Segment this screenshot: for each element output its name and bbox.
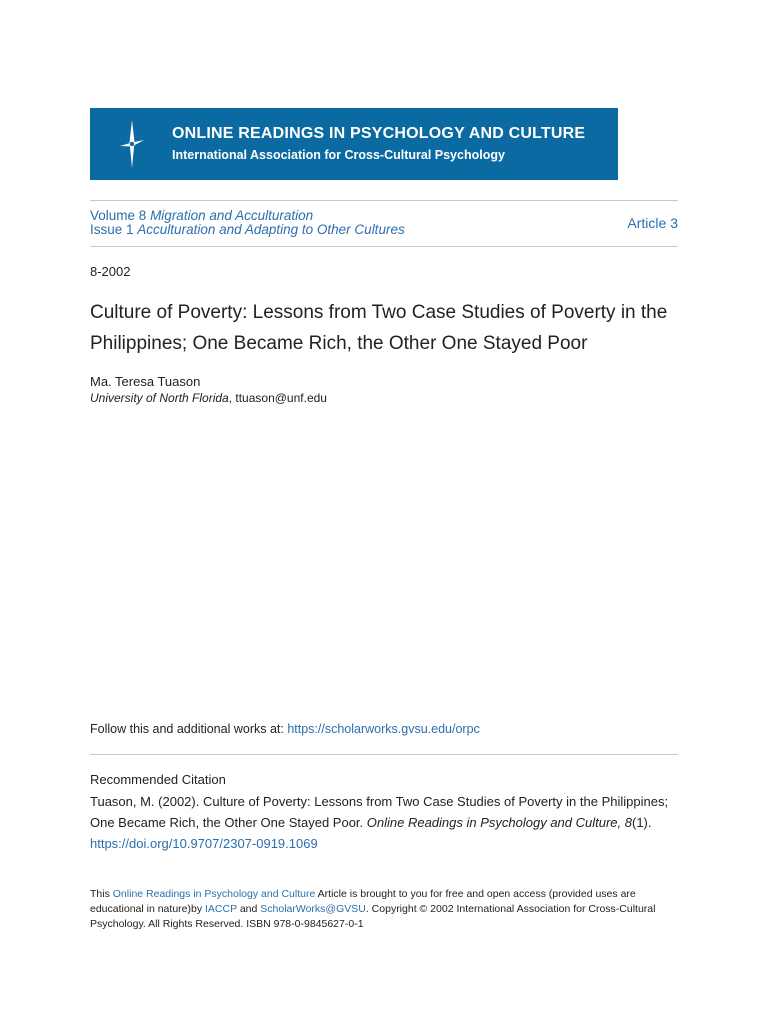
follow-line: Follow this and additional works at: https://scholarworks.gvsu.edu/orpc: [90, 722, 480, 736]
issue-link[interactable]: Issue 1 Acculturation and Adapting to Other Cultures: [90, 222, 405, 237]
collection-link[interactable]: https://scholarworks.gvsu.edu/orpc: [287, 722, 480, 736]
author-email: , ttuason@unf.edu: [228, 391, 327, 405]
author-name: Ma. Teresa Tuason: [90, 374, 201, 389]
publication-date: 8-2002: [90, 264, 131, 279]
divider: [90, 200, 678, 201]
journal-link[interactable]: Online Readings in Psychology and Culture: [112, 888, 316, 900]
divider: [90, 246, 678, 247]
divider: [90, 754, 678, 755]
scholarworks-link[interactable]: ScholarWorks@GVSU: [260, 903, 366, 915]
compass-star-icon: [118, 120, 146, 168]
iaccp-link[interactable]: IACCP: [205, 903, 237, 915]
citation-heading: Recommended Citation: [90, 772, 226, 787]
author-affiliation: [90, 391, 327, 405]
journal-title: ONLINE READINGS IN PSYCHOLOGY AND CULTURE: [172, 125, 586, 142]
citation-text: Tuason, M. (2002). Culture of Poverty: Lessons from Two Case Studies of Poverty in the Philippines; One Became Rich, the Other One Stayed Poor. Online Readings in Psychology and Culture, 8(1). https://doi.org/10.9707/2307-0919.1069: [90, 794, 669, 851]
issue-info: [90, 209, 610, 237]
doi-link[interactable]: https://doi.org/10.9707/2307-0919.1069: [90, 836, 318, 851]
article-title: Culture of Poverty: Lessons from Two Case Studies of Poverty in the Philippines; One Became Rich, the Other One Stayed Poor: [90, 302, 668, 354]
author-institution: University of North Florida: [90, 391, 229, 405]
journal-banner: [90, 108, 618, 180]
volume-link[interactable]: Volume 8 Migration and Acculturation: [90, 208, 314, 223]
access-notice: This Online Readings in Psychology and Culture Article is brought to you for free and open access (provided uses are educational in nature)by IACCP and ScholarWorks@GVSU. Copyright © 2002 International Association for Cross-Cultural Psychology. All Rights Reserved. ISBN 978-0-9845627-0-1: [90, 888, 656, 930]
article-number-link[interactable]: Article 3: [627, 215, 678, 231]
journal-subtitle: International Association for Cross-Cultural Psychology: [172, 148, 505, 162]
